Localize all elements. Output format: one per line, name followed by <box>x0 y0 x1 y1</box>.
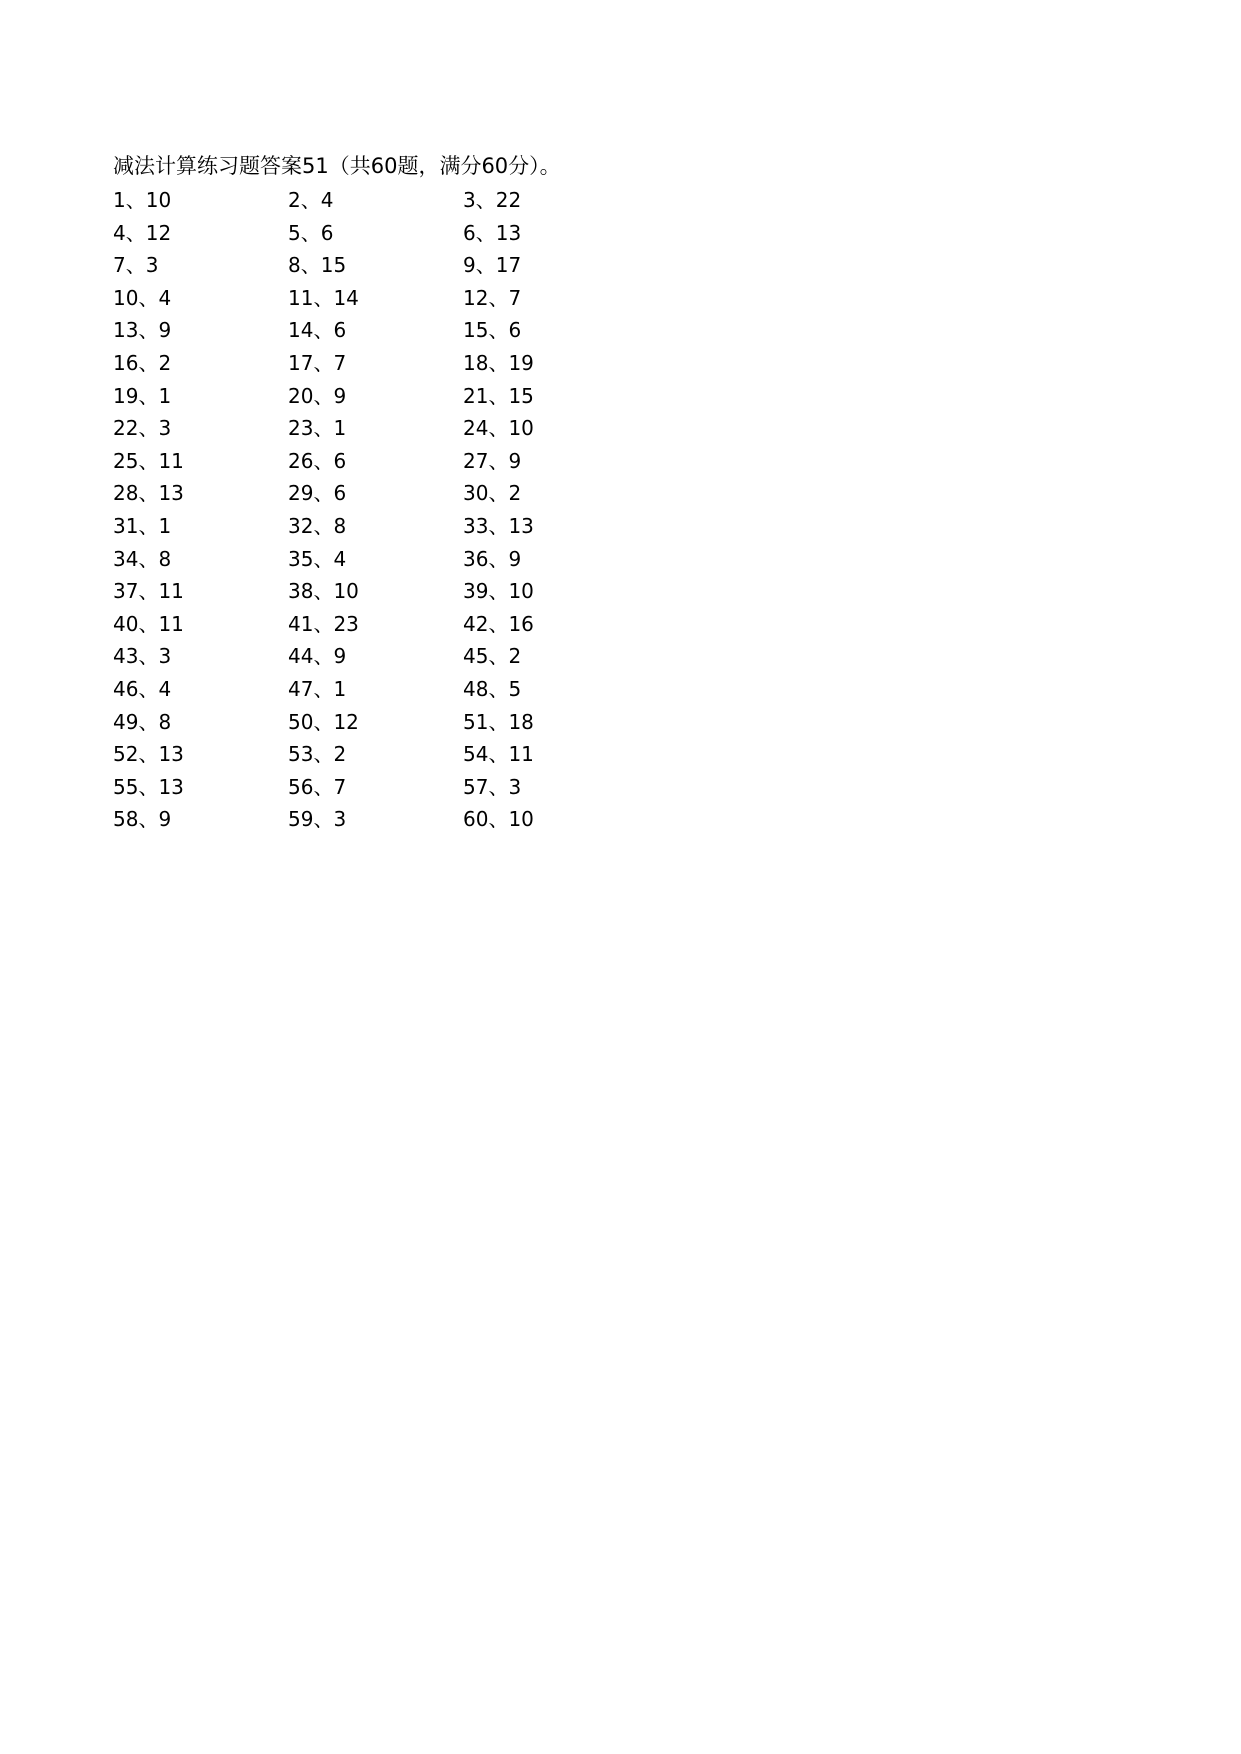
answer-item: 24、10 <box>463 416 534 441</box>
answer-item: 28、13 <box>113 481 184 506</box>
answer-item: 53、2 <box>288 742 347 767</box>
answer-item: 46、4 <box>113 676 172 701</box>
answer-item: 34、8 <box>113 546 172 571</box>
answer-item: 43、3 <box>113 644 172 669</box>
answer-item: 19、1 <box>113 383 172 408</box>
answer-row <box>113 380 653 413</box>
answer-item: 37、11 <box>113 579 184 604</box>
answer-row <box>113 575 653 608</box>
answer-item: 36、9 <box>463 546 522 571</box>
answer-item: 13、9 <box>113 318 172 343</box>
answer-item: 27、9 <box>463 448 522 473</box>
answer-item: 55、13 <box>113 774 184 799</box>
answer-item: 4、12 <box>113 220 172 245</box>
answer-item: 23、1 <box>288 416 347 441</box>
answer-item: 49、8 <box>113 709 172 734</box>
answer-item: 31、1 <box>113 513 172 538</box>
answer-item: 45、2 <box>463 644 522 669</box>
answer-item: 50、12 <box>288 709 359 734</box>
answer-item: 54、11 <box>463 742 534 767</box>
answer-item: 38、10 <box>288 579 359 604</box>
answer-row <box>113 445 653 478</box>
answer-row <box>113 543 653 576</box>
answer-row <box>113 640 653 673</box>
answer-item: 60、10 <box>463 807 534 832</box>
answer-item: 47、1 <box>288 676 347 701</box>
document-title: 减法计算练习题答案51（共60题，满分60分）。 <box>113 154 561 178</box>
answer-item: 30、2 <box>463 481 522 506</box>
answer-item: 33、13 <box>463 513 534 538</box>
answer-row <box>113 314 653 347</box>
answer-item: 22、3 <box>113 416 172 441</box>
answer-item: 5、6 <box>288 220 334 245</box>
answer-item: 58、9 <box>113 807 172 832</box>
answer-item: 18、19 <box>463 350 534 375</box>
answer-item: 7、3 <box>113 253 159 278</box>
answer-item: 40、11 <box>113 611 184 636</box>
answer-item: 21、15 <box>463 383 534 408</box>
answer-item: 59、3 <box>288 807 347 832</box>
answer-item: 48、5 <box>463 676 522 701</box>
answer-item: 3、22 <box>463 188 522 212</box>
answer-item: 14、6 <box>288 318 347 343</box>
answer-row <box>113 477 653 510</box>
answer-item: 6、13 <box>463 220 522 245</box>
answer-item: 2、4 <box>288 188 334 212</box>
answer-item: 9、17 <box>463 253 522 278</box>
answer-item: 42、16 <box>463 611 534 636</box>
answer-row <box>113 412 653 445</box>
answer-item: 35、4 <box>288 546 347 571</box>
answer-item: 20、9 <box>288 383 347 408</box>
answer-item: 17、7 <box>288 350 347 375</box>
answer-row <box>113 771 653 804</box>
answer-item: 10、4 <box>113 285 172 310</box>
answer-item: 41、23 <box>288 611 359 636</box>
answer-row <box>113 608 653 641</box>
answer-item: 1、10 <box>113 188 172 212</box>
answer-item: 29、6 <box>288 481 347 506</box>
answer-item: 16、2 <box>113 350 172 375</box>
answer-grid <box>113 184 653 836</box>
answer-row <box>113 706 653 739</box>
answer-item: 26、6 <box>288 448 347 473</box>
answer-row <box>113 347 653 380</box>
answer-item: 44、9 <box>288 644 347 669</box>
answer-row <box>113 217 653 250</box>
answer-item: 52、13 <box>113 742 184 767</box>
answer-row <box>113 738 653 771</box>
answer-item: 12、7 <box>463 285 522 310</box>
answer-row <box>113 184 653 217</box>
answer-item: 57、3 <box>463 774 522 799</box>
answer-row <box>113 673 653 706</box>
answer-item: 56、7 <box>288 774 347 799</box>
answer-item: 15、6 <box>463 318 522 343</box>
answer-item: 39、10 <box>463 579 534 604</box>
answer-item: 51、18 <box>463 709 534 734</box>
answer-item: 25、11 <box>113 448 184 473</box>
answer-item: 11、14 <box>288 285 359 310</box>
answer-row <box>113 510 653 543</box>
answer-item: 32、8 <box>288 513 347 538</box>
answer-row <box>113 282 653 315</box>
answer-item: 8、15 <box>288 253 347 278</box>
answer-row <box>113 803 653 836</box>
answer-row <box>113 249 653 282</box>
